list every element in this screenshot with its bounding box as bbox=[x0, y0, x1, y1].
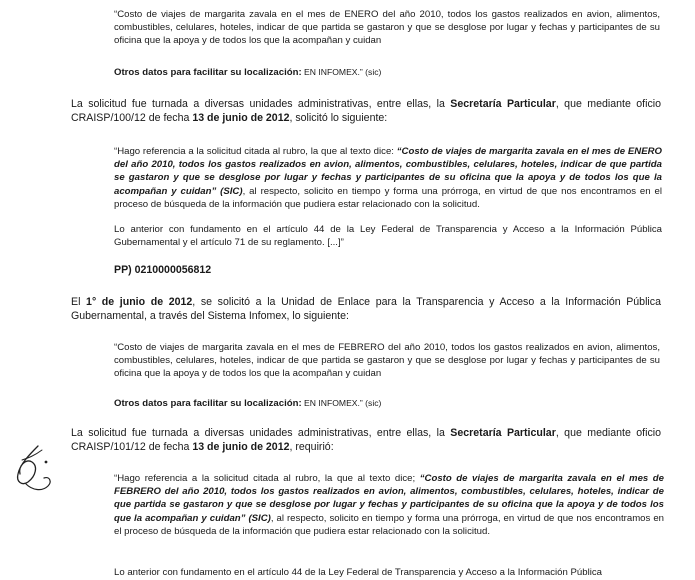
turned-paragraph-2: La solicitud fue turnada a diversas unidades administrativas, entre ellas, la Secretaría Particular, que mediante oficio CRAISP/101/12 de fecha 13 de junio de 2012, requirió: bbox=[71, 427, 661, 454]
section-heading-pp: PP) 0210000056812 bbox=[114, 264, 212, 276]
extension-request-quote-2: “Hago referencia a la solicitud citada al rubro, la que al texto dice; “Costo de viajes de margarita zavala en el mes de FEBRERO del año 2010, todos los gastos realizados en avion, alimentos, combustibles, celulares, hoteles, indicar de que partida se gastaron y que se desglose por lugar y fechas y participantes de su oficina que la apoya y de todos los que la acompañan y cuidan” (SIC), al respecto, solicito en tiempo y forma una prórroga, en virtud de que nos encontramos en el proceso de búsqueda de la información que pudiera estar relacionado con la solicitud. bbox=[114, 473, 665, 537]
signature-initials bbox=[8, 440, 56, 504]
legal-basis-2: Lo anterior con fundamento en el artículo 44 de la Ley Federal de Transparencia y Acceso a la Información Pública bbox=[114, 567, 602, 578]
other-data-value: EN INFOMEX.” (sic) bbox=[301, 67, 382, 77]
other-data-line-1 bbox=[114, 66, 660, 79]
legal-basis-1: Lo anterior con fundamento en el artículo 44 de la Ley Federal de Transparencia y Acceso a la Información Pública Gubernamental y el artículo 71 de su reglamento. [...]” bbox=[114, 224, 662, 249]
other-data-line-2: Otros datos para facilitar su localización: EN INFOMEX.” (sic) bbox=[114, 398, 382, 409]
request-date-paragraph: El 1° de junio de 2012, se solicitó a la Unidad de Enlace para la Transparencia y Acceso a la Información Pública Gubernamental, a través del Sistema Infomex, lo siguiente: bbox=[71, 296, 661, 323]
extension-request-quote-1: “Hago referencia a la solicitud citada al rubro, la que al texto dice: “Costo de viajes de margarita zavala en el mes de ENERO del año 2010, todos los gastos realizados en avion, alimentos, combustibles, celulares, hoteles, indicar de que partida se gastaron y que se desglose por lugar y fechas y participantes de su oficina que la apoya y de todos los que la acompañan y cuidan” (SIC), al respecto, solicito en tiempo y forma una prórroga, en virtud de que nos encontramos en el proceso de búsqueda de la información que pudiera estar relacionado con la solicitud. bbox=[114, 146, 662, 210]
quote-request-enero: “Costo de viajes de margarita zavala en el mes de ENERO del año 2010, todos los gastos realizados en avion, alimentos, combustibles, celulares, hoteles, indicar de que partida se gastaron y que se desglose por lugar y fechas y participantes de su oficina que la apoya y de todos los que la acompañan y cuidan bbox=[114, 9, 660, 47]
other-data-label: Otros datos para facilitar su localización: bbox=[114, 67, 302, 78]
turned-paragraph-1: La solicitud fue turnada a diversas unidades administrativas, entre ellas, la Secretaría Particular, que mediante oficio CRAISP/100/12 de fecha 13 de junio de 2012, solicitó lo siguiente: bbox=[71, 98, 661, 125]
quote-request-febrero: “Costo de viajes de margarita zavala en el mes de FEBRERO del año 2010, todos los gastos realizados en avion, alimentos, combustibles, celulares, hoteles, indicar de que partida se gastaron y que se desglose por lugar y fechas y participantes de su oficina que la apoya y de todos los que la acompañan y cuidan bbox=[114, 342, 660, 380]
